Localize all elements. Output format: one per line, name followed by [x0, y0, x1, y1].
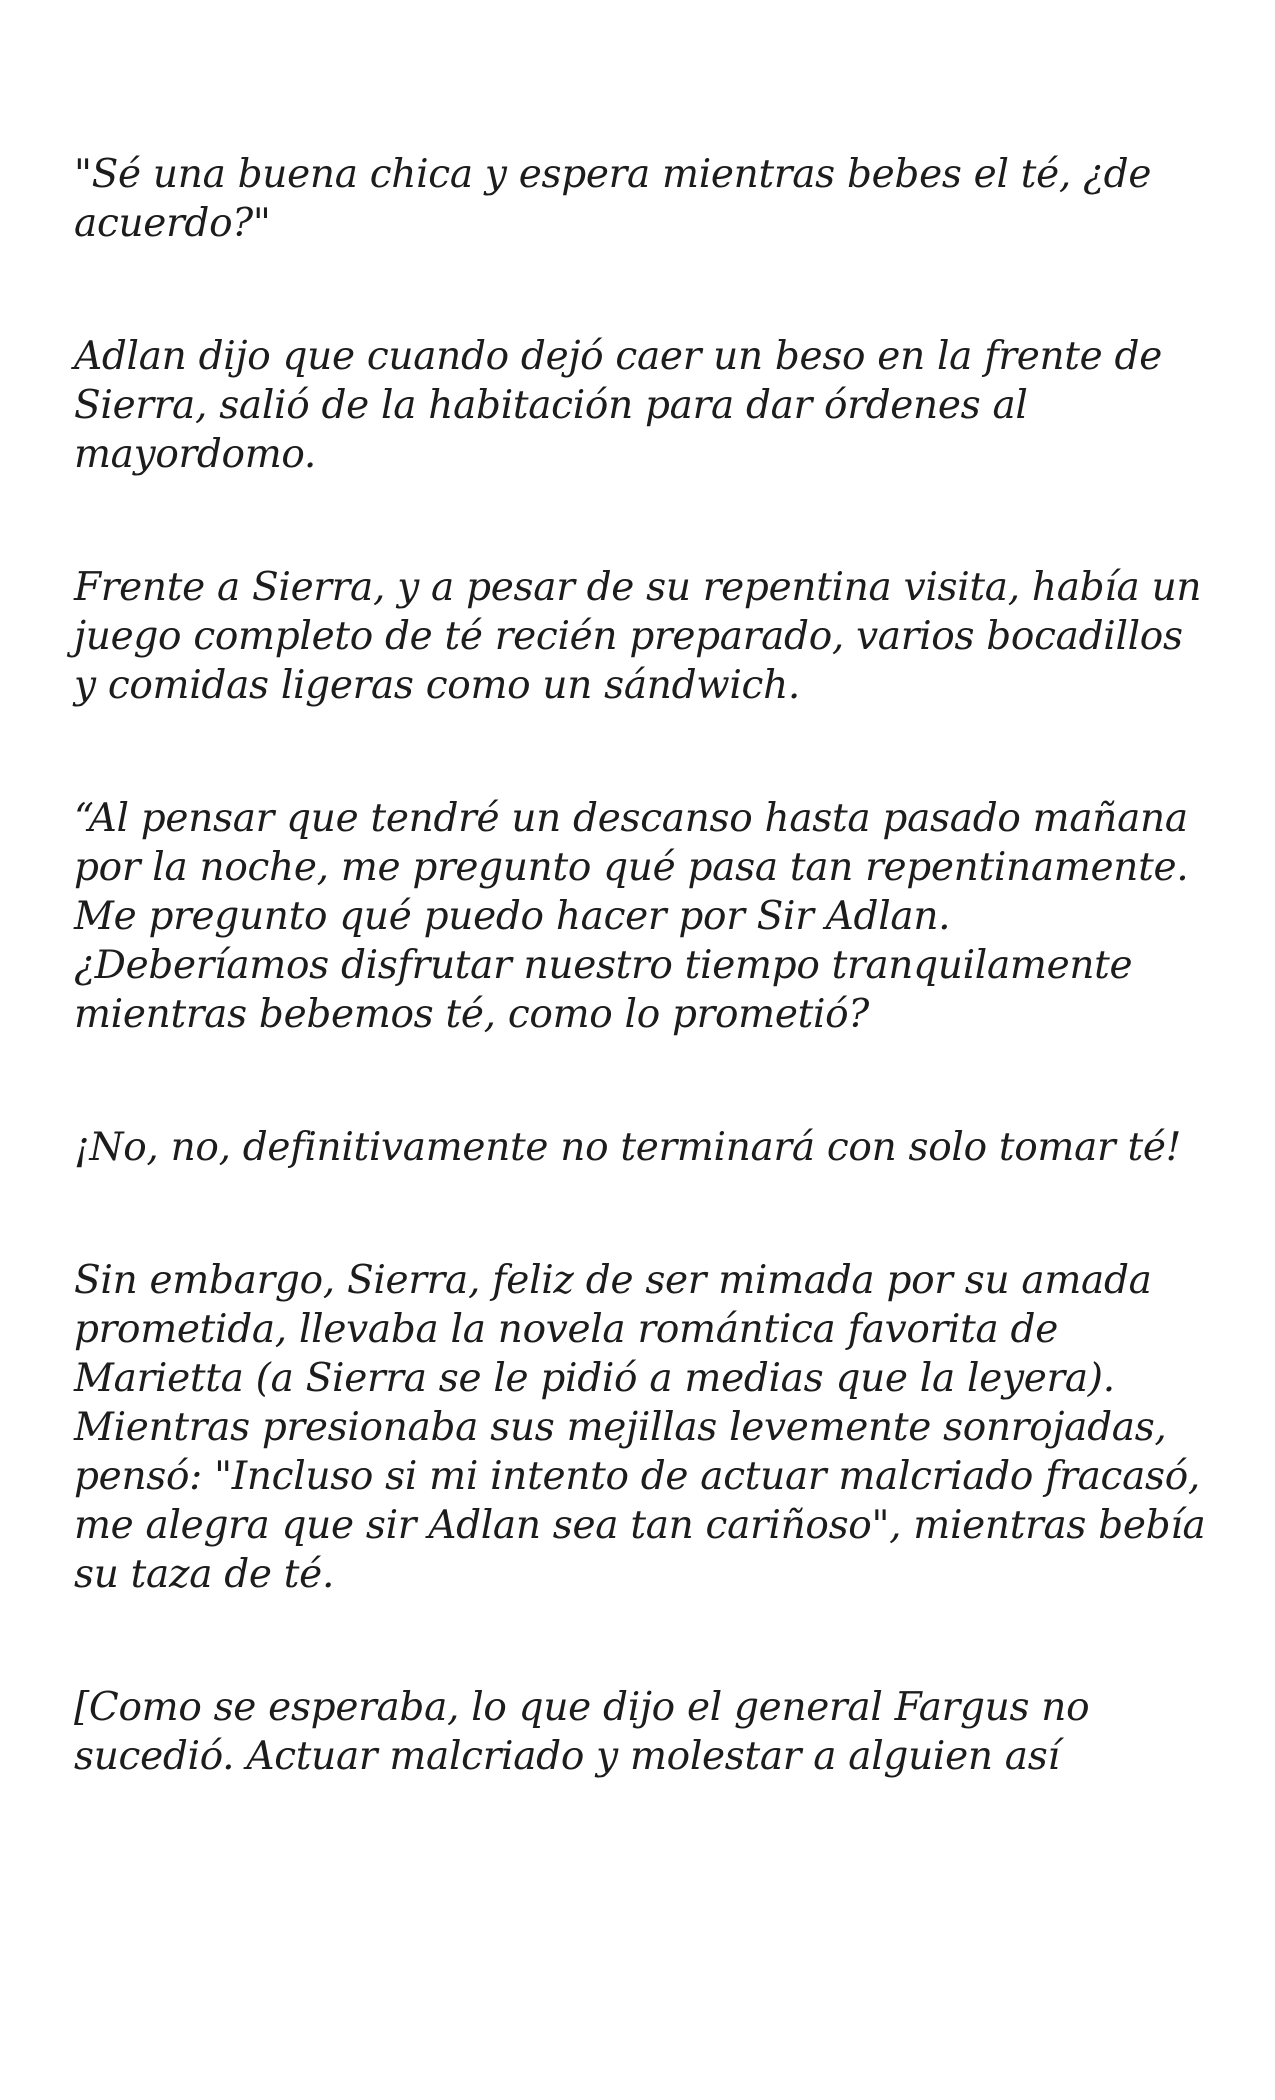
paragraph-7: [Como se esperaba, lo que dijo el general Fargus no sucedió. Actuar malcriado y molestar a alguien así: [74, 1685, 1090, 1779]
document-body: [74, 150, 1214, 1865]
paragraph-2: Adlan dijo que cuando dejó caer un beso en la frente de Sierra, salió de la habitación para dar órdenes al mayordomo.: [74, 334, 1162, 477]
paragraph-3: Frente a Sierra, y a pesar de su repentina visita, había un juego completo de té recién preparado, varios bocadillos y comidas ligeras como un sándwich.: [74, 565, 1202, 708]
paragraph-4: “Al pensar que tendré un descanso hasta pasado mañana por la noche, me pregunto qué pasa tan repentinamente. Me pregunto qué puedo hacer por Sir Adlan. ¿Deberíamos disfrutar nuestro tiempo tranquilamente mientras bebemos té, como lo prometió?: [74, 796, 1189, 1037]
paragraph-6: Sin embargo, Sierra, feliz de ser mimada por su amada prometida, llevaba la novela romántica favorita de Marietta (a Sierra se le pidió a medias que la leyera). Mientras presionaba sus mejillas levemente sonrojadas, pensó: "Incluso si mi intento de actuar malcriado fracasó, me alegra que sir Adlan sea tan cariñoso", mientras bebía su taza de té.: [74, 1258, 1206, 1597]
paragraph-1: "Sé una buena chica y espera mientras bebes el té, ¿de acuerdo?": [74, 152, 1152, 246]
paragraph-5: ¡No, no, definitivamente no terminará con solo tomar té!: [74, 1125, 1182, 1170]
